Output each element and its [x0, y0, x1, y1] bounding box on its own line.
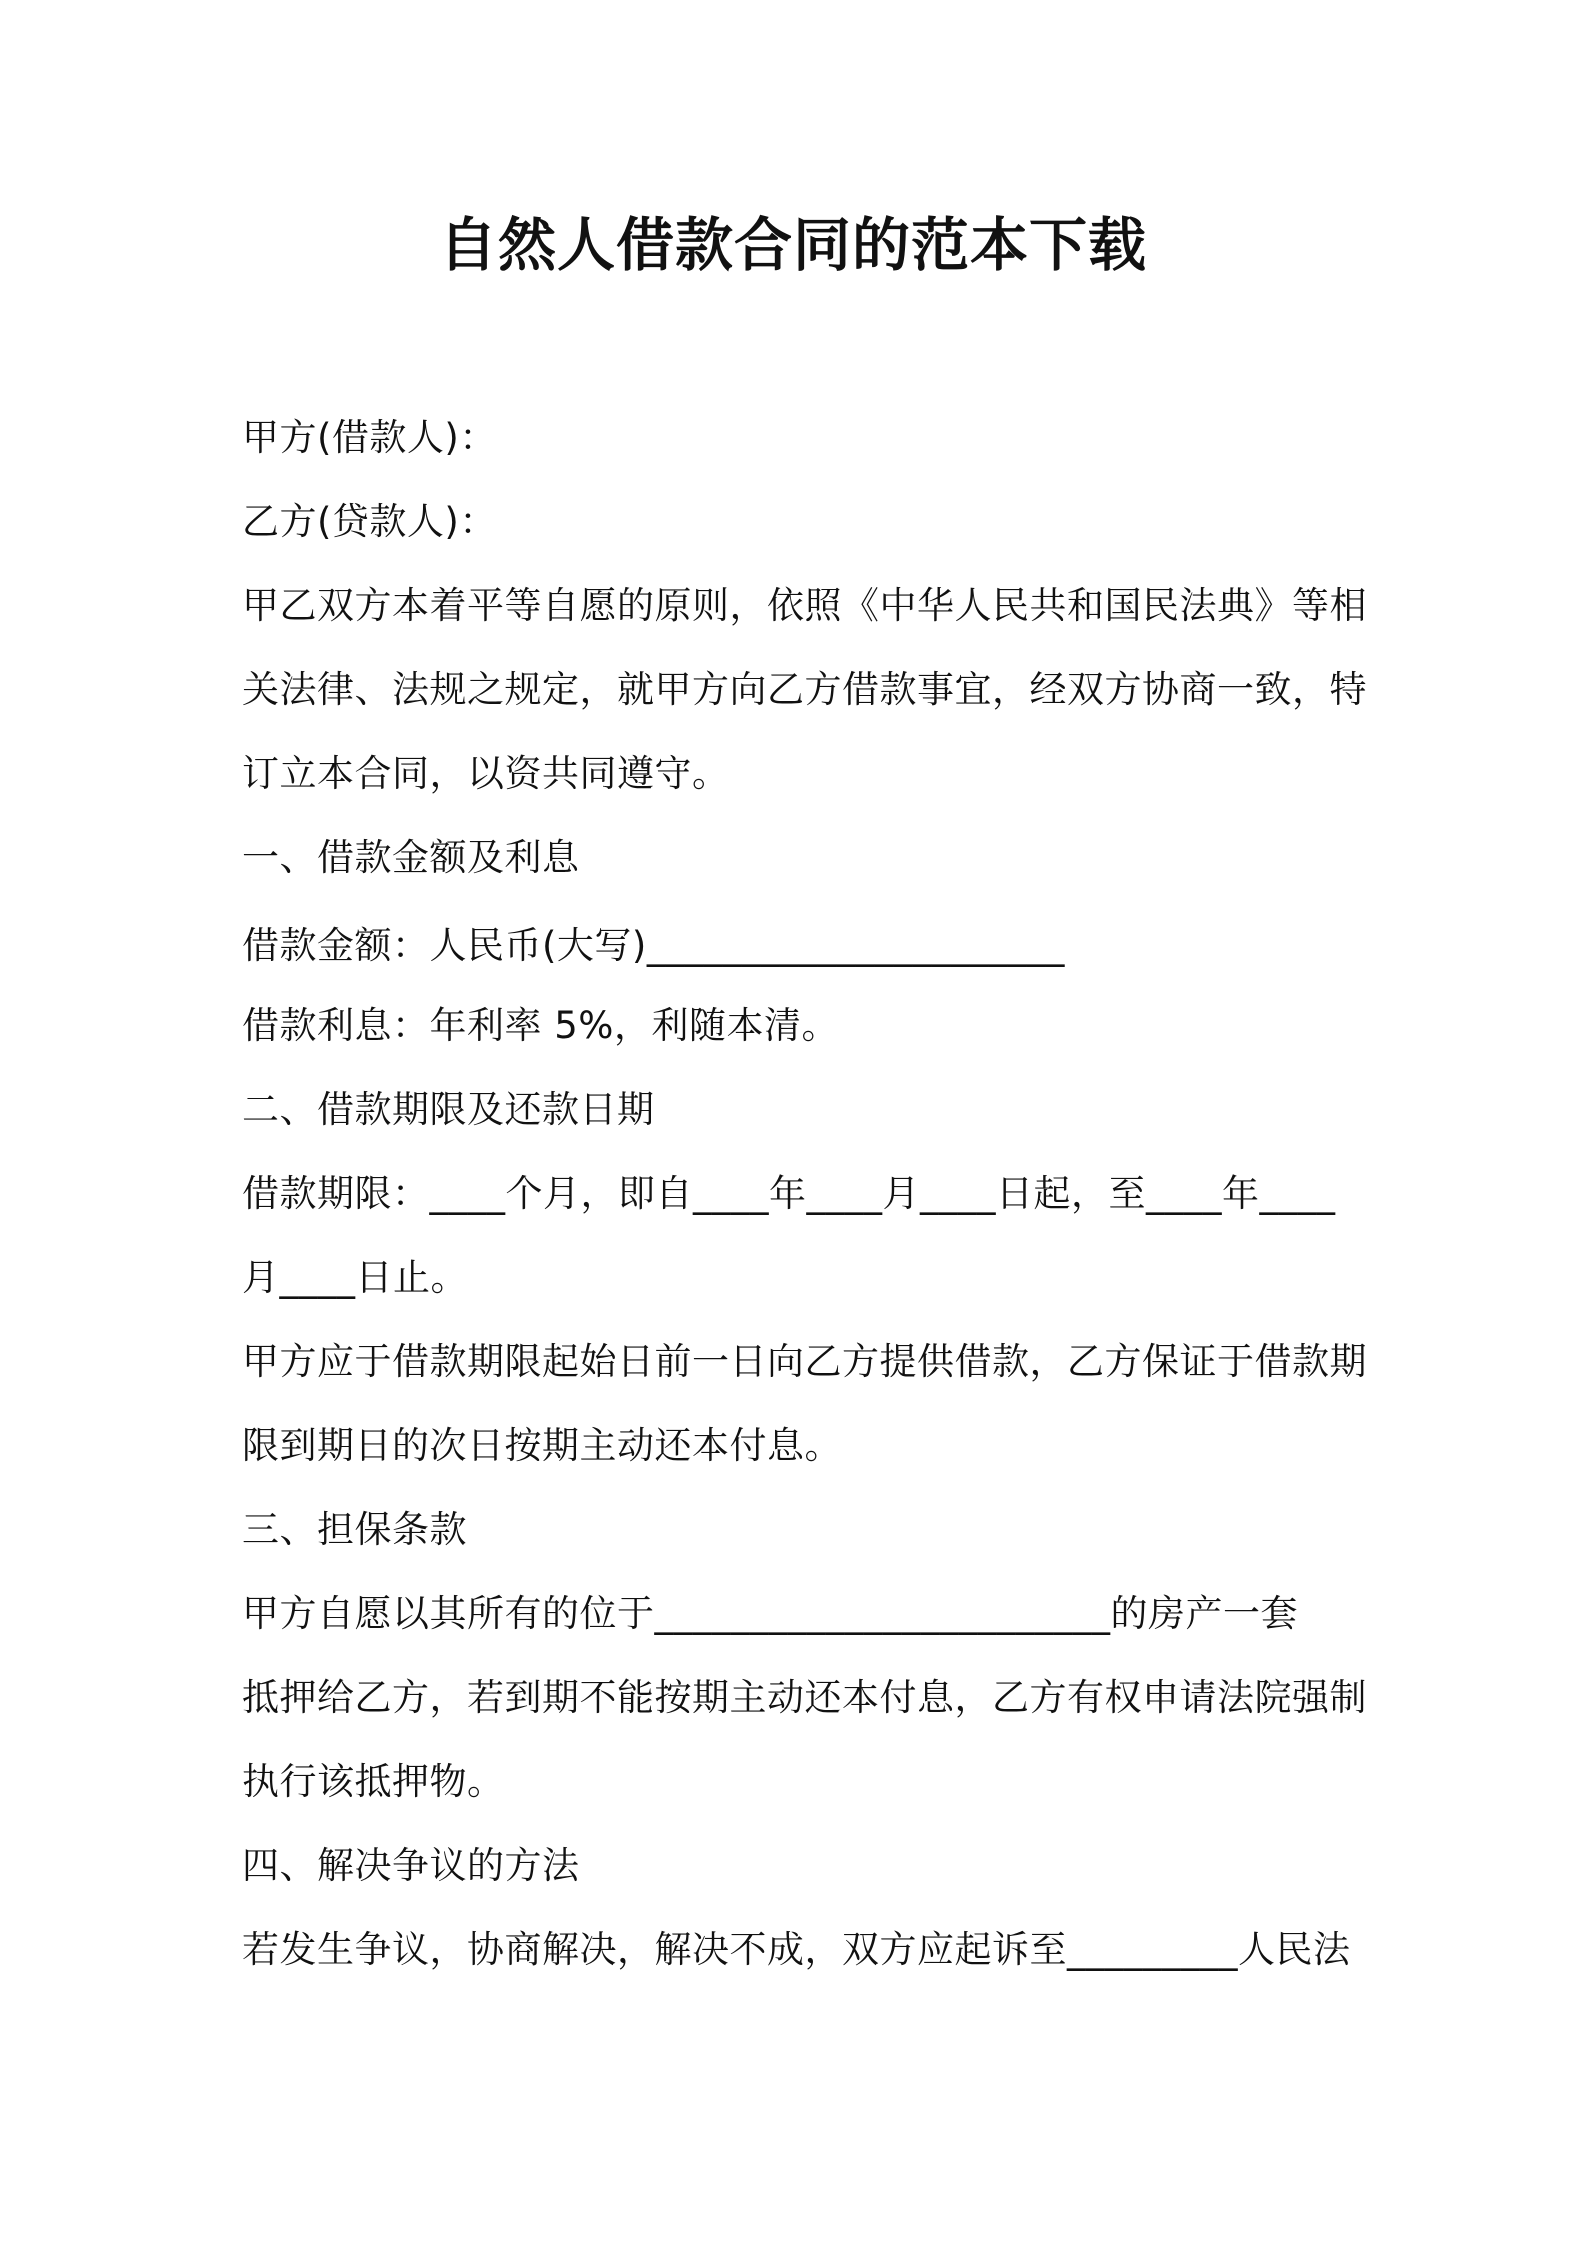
section-1-heading: 一、借款金额及利息 [242, 836, 580, 879]
guarantee-line-1: 甲方自愿以其所有的位于________________________的房产一套 [242, 1592, 1298, 1635]
loan-interest-line: 借款利息：年利率 5%，利随本清。 [242, 1004, 839, 1047]
party-b-line: 乙方(贷款人)： [242, 500, 497, 543]
preamble-line-3: 订立本合同，以资共同遵守。 [242, 752, 730, 795]
section-2-heading: 二、借款期限及还款日期 [242, 1088, 655, 1131]
section-4-heading: 四、解决争议的方法 [242, 1844, 580, 1887]
loan-term-line-2: 月____日止。 [242, 1256, 468, 1299]
preamble-line-1: 甲乙双方本着平等自愿的原则，依照《中华人民共和国民法典》等相 [242, 584, 1367, 627]
loan-amount-line: 借款金额：人民币(大写)______________________ [242, 924, 1065, 967]
loan-term-line-1: 借款期限：____个月，即自____年____月____日起，至____年____ [242, 1172, 1336, 1215]
section-3-heading: 三、担保条款 [242, 1508, 467, 1551]
preamble-line-2: 关法律、法规之规定，就甲方向乙方借款事宜，经双方协商一致，特 [242, 668, 1367, 711]
guarantee-line-3: 执行该抵押物。 [242, 1760, 505, 1803]
document-title: 自然人借款合同的范本下载 [438, 211, 1147, 279]
dispute-line-1: 若发生争议，协商解决，解决不成，双方应起诉至_________人民法 [242, 1928, 1351, 1971]
repayment-line-2: 限到期日的次日按期主动还本付息。 [242, 1424, 842, 1467]
party-a-line: 甲方(借款人)： [242, 416, 497, 459]
guarantee-line-2: 抵押给乙方，若到期不能按期主动还本付息，乙方有权申请法院强制 [242, 1676, 1367, 1719]
repayment-line-1: 甲方应于借款期限起始日前一日向乙方提供借款，乙方保证于借款期 [242, 1340, 1367, 1383]
